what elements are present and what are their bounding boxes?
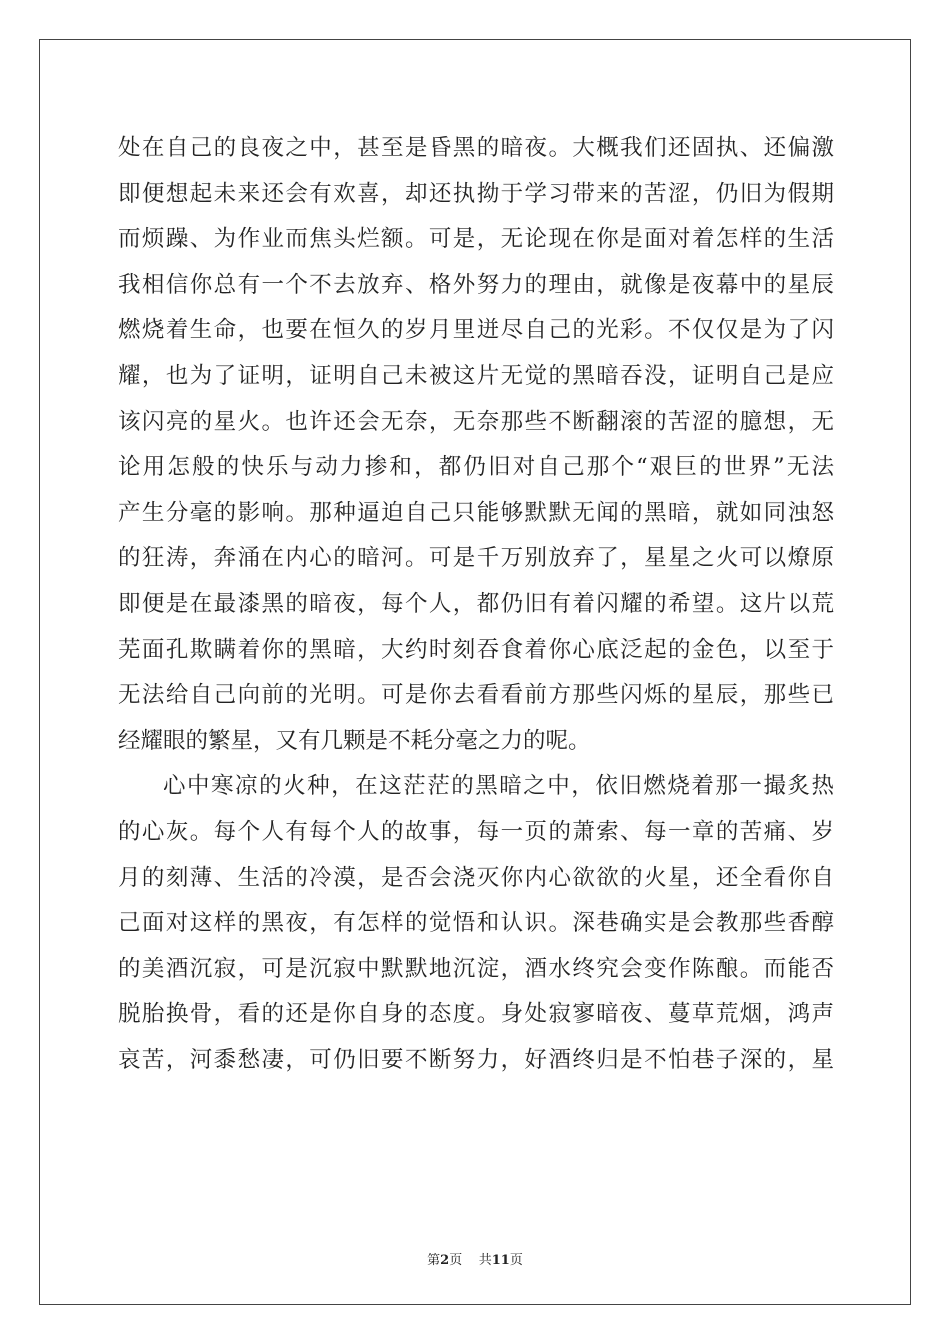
paragraph-1-line-7: 该闪亮的星火。也许还会无奈，无奈那些不断翻滚的苦涩的臆想，无 [118, 408, 834, 435]
paragraph-1-line-8: 论用怎般的快乐与动力掺和，都仍旧对自己那个“艰巨的世界”无法 [118, 454, 834, 481]
paragraph-2-line-7: 哀苦，河黍愁凄，可仍旧要不断努力，好酒终归是不怕巷子深的，星 [118, 1046, 834, 1073]
paragraph-1-line-13: 无法给自己向前的光明。可是你去看看前方那些闪烁的星辰，那些已 [118, 682, 834, 709]
paragraph-1-line-12: 芜面孔欺瞒着你的黑暗，大约时刻吞食着你心底泛起的金色，以至于 [118, 636, 834, 663]
paragraph-2-line-2: 的心灰。每个人有每个人的故事，每一页的萧索、每一章的苦痛、岁 [118, 818, 834, 845]
document-body [118, 126, 834, 1083]
footer-page-number: 2 [440, 1253, 450, 1268]
footer-total-prefix: 共 [478, 1253, 492, 1268]
paragraph-2-line-1: 心中寒凉的火种，在这茫茫的黑暗之中，依旧燃烧着那一撮炙热 [163, 773, 834, 800]
page-footer [0, 1249, 950, 1268]
paragraph-1-line-10: 的狂涛，奔涌在内心的暗河。可是千万别放弃了，星星之火可以燎原 [118, 545, 834, 572]
paragraph-1-line-2: 即便想起未来还会有欢喜，却还执拗于学习带来的苦涩，仍旧为假期 [118, 180, 834, 207]
paragraph-2-line-6: 脱胎换骨，看的还是你自身的态度。身处寂寥暗夜、蔓草荒烟，鸿声 [118, 1001, 834, 1028]
footer-total-pages: 11 [491, 1253, 510, 1268]
paragraph-1-line-6: 耀，也为了证明，证明自己未被这片无觉的黑暗吞没，证明自己是应 [118, 362, 834, 389]
footer-page-prefix: 第 [427, 1253, 441, 1268]
paragraph-1-line-1: 处在自己的良夜之中，甚至是昏黑的暗夜。大概我们还固执、还偏激 [118, 135, 834, 161]
paragraph-1-line-4: 我相信你总有一个不去放弃、格外努力的理由，就像是夜幕中的星辰 [118, 271, 834, 298]
paragraph-1-line-9: 产生分毫的影响。那种逼迫自己只能够默默无闻的黑暗，就如同浊怒 [118, 499, 834, 526]
paragraph-2-line-5: 的美酒沉寂，可是沉寂中默默地沉淀，酒水终究会变作陈酿。而能否 [118, 955, 834, 982]
footer-total-suffix: 页 [509, 1253, 523, 1268]
paragraph-1-line-5: 燃烧着生命，也要在恒久的岁月里迸尽自己的光彩。不仅仅是为了闪 [118, 317, 834, 344]
footer-page-suffix: 页 [449, 1253, 463, 1268]
paragraph-1-line-11: 即便是在最漆黑的暗夜，每个人，都仍旧有着闪耀的希望。这片以荒 [118, 590, 834, 617]
paragraph-2-line-3: 月的刻薄、生活的冷漠，是否会浇灭你内心欲欲的火星，还全看你自 [118, 864, 834, 891]
paragraph-1-line-14: 经耀眼的繁星，又有几颗是不耗分毫之力的呢。 [118, 727, 591, 754]
paragraph-2-line-4: 己面对这样的黑夜，有怎样的觉悟和认识。深巷确实是会教那些香醇 [118, 910, 834, 937]
paragraph-1-line-3: 而烦躁、为作业而焦头烂额。可是，无论现在你是面对着怎样的生活 [118, 226, 834, 253]
